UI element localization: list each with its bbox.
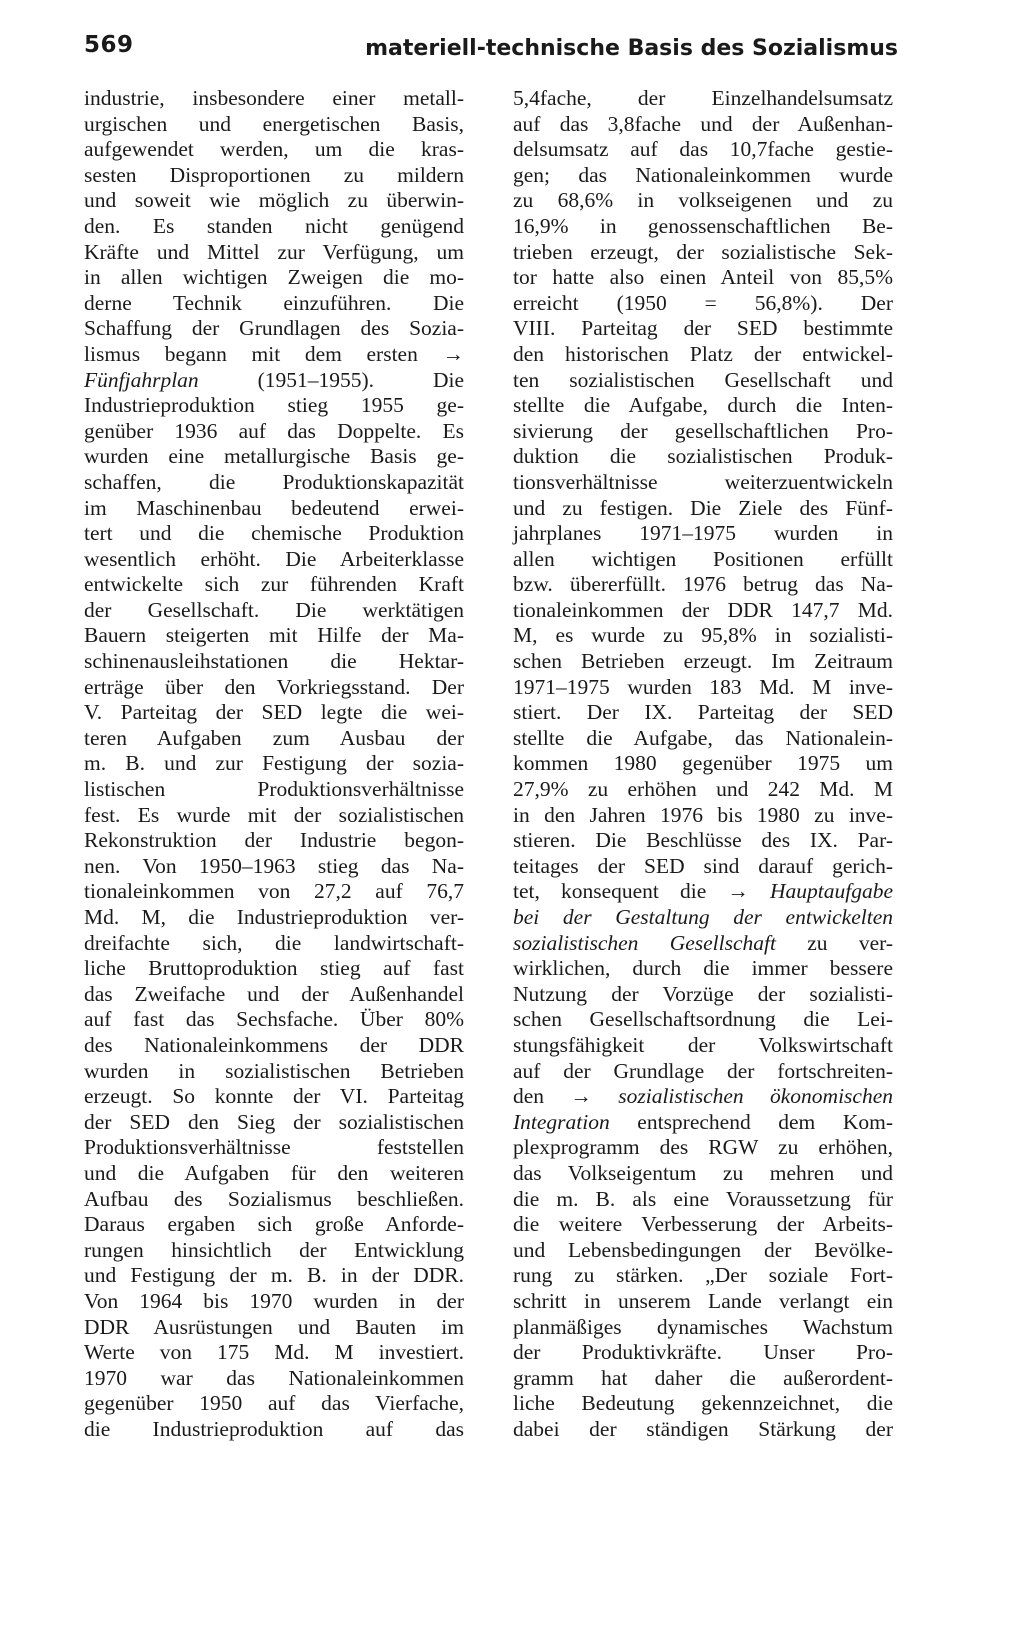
text-line: tionaleinkommen von 27,2 auf 76,7 <box>84 879 464 904</box>
text-line: tet, konsequent die → Hauptaufgabe <box>513 879 893 904</box>
text-line: m. B. und zur Festigung der sozia- <box>84 751 464 776</box>
text-line: der Gesellschaft. Die werktätigen <box>84 597 464 622</box>
text-line: teitages der SED sind darauf gerich- <box>513 853 893 878</box>
text-line: 1970 war das Nationaleinkommen <box>84 1365 464 1390</box>
text-line: die weitere Verbesserung der Arbeits- <box>513 1212 893 1237</box>
cross-reference: sozialistischen ökonomischen <box>618 1084 893 1109</box>
text-line: wurden eine metallurgische Basis ge- <box>84 444 464 469</box>
text-line: auf fast das Sechsfache. Über 80% <box>84 1007 464 1032</box>
text-line: industrie, insbesondere einer metall- <box>84 86 464 110</box>
text-line: fest. Es wurde mit der sozialistischen <box>84 802 464 827</box>
text-line: M, es wurde zu 95,8% in sozialisti- <box>513 623 893 648</box>
text-line: schen Betrieben erzeugt. Im Zeitraum <box>513 649 893 674</box>
text-line: erzeugt. So konnte der VI. Parteitag <box>84 1084 464 1109</box>
text-line: schen Gesellschaftsordnung die Lei- <box>513 1007 893 1032</box>
text-line: V. Parteitag der SED legte die wei- <box>84 700 464 725</box>
text-line <box>513 905 893 931</box>
text-line: die m. B. als eine Voraussetzung für <box>513 1186 893 1211</box>
text-line: stiert. Der IX. Parteitag der SED <box>513 700 893 725</box>
text-line: 27,9% zu erhöhen und 242 Md. M <box>513 777 893 802</box>
text-line: wurden in sozialistischen Betrieben <box>84 1058 464 1083</box>
text-line: allen wichtigen Positionen erfüllt <box>513 546 893 571</box>
cross-reference: sozialistischen Gesellschaft <box>513 930 776 955</box>
text-line: erträge über den Vorkriegsstand. Der <box>84 674 464 699</box>
text-line: Fünfjahrplan (1951–1955). Die <box>84 367 464 392</box>
text-line: tionsverhältnisse weiterzuentwickeln <box>513 469 893 494</box>
text-line: schaffen, die Produktionskapazität <box>84 469 464 494</box>
text-line: schinenausleihstationen die Hektar- <box>84 649 464 674</box>
text-line: in allen wichtigen Zweigen die mo- <box>84 265 464 290</box>
text-line: sesten Disproportionen zu mildern <box>84 162 464 187</box>
text-line: stellte die Aufgabe, das Nationalein- <box>513 725 893 750</box>
text-line: auf das 3,8fache und der Außenhan- <box>513 111 893 136</box>
text-line: liche Bedeutung gekennzeichnet, die <box>513 1391 893 1416</box>
text-line: Md. M, die Industrieproduktion ver- <box>84 905 464 929</box>
cross-reference: Fünfjahrplan <box>84 367 199 392</box>
text-line: urgischen und energetischen Basis, <box>84 111 464 136</box>
text-line: auf der Grundlage der fortschreiten- <box>513 1058 893 1083</box>
text-line: das Volkseigentum zu mehren und <box>513 1160 893 1185</box>
text-line: gen; das Nationaleinkommen wurde <box>513 162 893 187</box>
text-line: plexprogramm des RGW zu erhöhen, <box>513 1135 893 1160</box>
text-line: sivierung der gesellschaftlichen Pro- <box>513 418 893 443</box>
text-line: tionaleinkommen der DDR 147,7 Md. <box>513 597 893 622</box>
text-line: derne Technik einzuführen. Die <box>84 290 464 315</box>
text-line: Schaffung der Grundlagen des Sozia- <box>84 316 464 341</box>
text-line: Bauern steigerten mit Hilfe der Ma- <box>84 623 464 648</box>
cross-reference: bei der Gestaltung der entwickelten <box>513 905 893 929</box>
cross-reference: Integration <box>513 1109 610 1134</box>
text-line: VIII. Parteitag der SED bestimmte <box>513 316 893 341</box>
text-line: trieben erzeugt, der sozialistische Sek- <box>513 239 893 264</box>
text-line: der SED den Sieg der sozialistischen <box>84 1109 464 1134</box>
text-line: Von 1964 bis 1970 wurden in der <box>84 1288 464 1313</box>
text-line: zu 68,6% in volkseigenen und zu <box>513 188 893 213</box>
text-line: Kräfte und Mittel zur Verfügung, um <box>84 239 464 264</box>
text-line: des Nationaleinkommens der DDR <box>84 1032 464 1057</box>
text-line: 5,4fache, der Einzelhandelsumsatz <box>513 86 893 110</box>
text-line: genüber 1936 auf das Doppelte. Es <box>84 418 464 443</box>
text-line: duktion die sozialistischen Produk- <box>513 444 893 469</box>
text-line: schritt in unserem Lande verlangt ein <box>513 1288 893 1313</box>
text-line: dreifachte sich, die landwirtschaft- <box>84 930 464 955</box>
text-line: und soweit wie möglich zu überwin- <box>84 188 464 213</box>
text-line: delsumsatz auf das 10,7fache gestie- <box>513 137 893 162</box>
text-line: den historischen Platz der entwickel- <box>513 341 893 366</box>
text-line: Produktionsverhältnisse feststellen <box>84 1135 464 1160</box>
text-line: Integration entsprechend dem Kom- <box>513 1109 893 1134</box>
text-line: gramm hat daher die außerordent- <box>513 1365 893 1390</box>
text-line: rung zu stärken. „Der soziale Fort- <box>513 1263 893 1288</box>
text-line: stungsfähigkeit der Volkswirtschaft <box>513 1032 893 1057</box>
text-line: Aufbau des Sozialismus beschließen. <box>84 1186 464 1211</box>
cross-reference: Hauptaufgabe <box>769 879 893 904</box>
text-line: stieren. Die Beschlüsse des IX. Par- <box>513 828 893 853</box>
text-line: jahrplanes 1971–1975 wurden in <box>513 521 893 546</box>
text-line: den. Es standen nicht genügend <box>84 213 464 238</box>
text-line: 16,9% in genossenschaftlichen Be- <box>513 213 893 238</box>
text-line: das Zweifache und der Außenhandel <box>84 981 464 1006</box>
text-line: Daraus ergaben sich große Anforde- <box>84 1212 464 1237</box>
text-line: 1971–1975 wurden 183 Md. M inve- <box>513 674 893 699</box>
text-line: erreicht (1950 = 56,8%). Der <box>513 290 893 315</box>
text-column-left <box>84 86 464 1442</box>
text-line: den → sozialistischen ökonomischen <box>513 1084 893 1109</box>
text-line: planmäßiges dynamisches Wachstum <box>513 1314 893 1339</box>
text-line: rungen hinsichtlich der Entwicklung <box>84 1237 464 1262</box>
text-line: und die Aufgaben für den weiteren <box>84 1160 464 1185</box>
text-line: Industrieproduktion stieg 1955 ge- <box>84 393 464 418</box>
text-line: bzw. übererfüllt. 1976 betrug das Na- <box>513 572 893 597</box>
text-line: liche Bruttoproduktion stieg auf fast <box>84 956 464 981</box>
text-line: DDR Ausrüstungen und Bauten im <box>84 1314 464 1339</box>
text-line: lismus begann mit dem ersten → <box>84 341 464 366</box>
text-line: und Lebensbedingungen der Bevölke- <box>513 1237 893 1262</box>
text-line: und Festigung der m. B. in der DDR. <box>84 1263 464 1288</box>
text-line: dabei der ständigen Stärkung der <box>513 1416 893 1441</box>
text-line: sozialistischen Gesellschaft zu ver- <box>513 930 894 955</box>
text-line: wesentlich erhöht. Die Arbeiterklasse <box>84 546 464 571</box>
text-line: Nutzung der Vorzüge der sozialisti- <box>513 981 893 1006</box>
text-line: teren Aufgaben zum Ausbau der <box>84 725 464 750</box>
text-line: entwickelte sich zur führenden Kraft <box>84 572 464 597</box>
text-line: ten sozialistischen Gesellschaft und <box>513 367 893 392</box>
text-line: tor hatte also einen Anteil von 85,5% <box>513 265 893 290</box>
text-line: nen. Von 1950–1963 stieg das Na- <box>84 853 464 878</box>
text-line: im Maschinenbau bedeutend erwei- <box>84 495 464 520</box>
running-head: materiell-technische Basis des Sozialismus <box>365 36 898 61</box>
text-line: und zu festigen. Die Ziele des Fünf- <box>513 495 893 520</box>
text-line: Rekonstruktion der Industrie begon- <box>84 828 464 853</box>
text-line: aufgewendet werden, um die kras- <box>84 137 464 162</box>
text-line: Werte von 175 Md. M investiert. <box>84 1340 464 1365</box>
text-line: wirklichen, durch die immer bessere <box>513 956 893 981</box>
text-column-right <box>513 86 893 1442</box>
text-line: der Produktivkräfte. Unser Pro- <box>513 1340 893 1365</box>
text-line: gegenüber 1950 auf das Vierfache, <box>84 1391 464 1416</box>
page-number: 569 <box>84 32 134 58</box>
text-line: stellte die Aufgabe, durch die Inten- <box>513 393 893 418</box>
text-line: listischen Produktionsverhältnisse <box>84 777 464 802</box>
text-line: die Industrieproduktion auf das <box>84 1416 464 1441</box>
text-line: tert und die chemische Produktion <box>84 521 464 546</box>
text-line: kommen 1980 gegenüber 1975 um <box>513 751 893 776</box>
text-line: in den Jahren 1976 bis 1980 zu inve- <box>513 802 893 827</box>
